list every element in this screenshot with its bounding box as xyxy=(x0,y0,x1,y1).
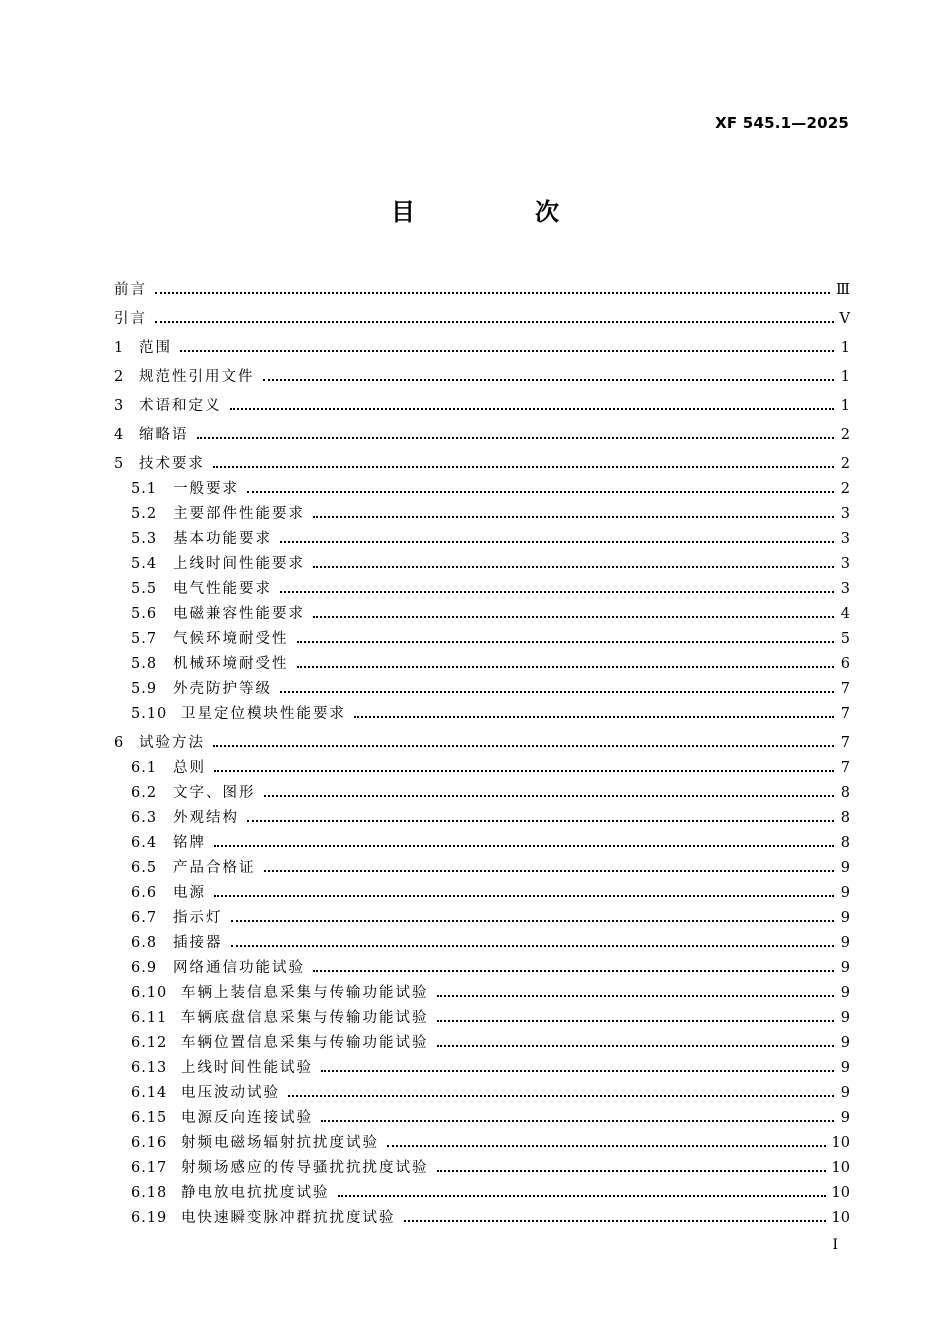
toc-dot-leader xyxy=(313,515,834,518)
toc-entry[interactable] xyxy=(114,775,850,800)
toc-entry[interactable] xyxy=(114,355,850,384)
toc-dot-leader xyxy=(321,1069,834,1072)
toc-entry-page: 9 xyxy=(840,884,850,901)
toc-entry-label: 插接器 xyxy=(173,934,223,951)
toc-entry-number: 6.6 xyxy=(131,884,158,901)
toc-entry-label: 外壳防护等级 xyxy=(173,680,272,697)
toc-entry[interactable] xyxy=(114,1150,850,1175)
toc-dot-leader xyxy=(280,540,834,543)
toc-entry[interactable] xyxy=(114,950,850,975)
toc-dot-leader xyxy=(437,1044,835,1047)
toc-dot-leader xyxy=(313,565,834,568)
toc-entry-number: 5 xyxy=(114,455,124,472)
toc-entry[interactable] xyxy=(114,850,850,875)
toc-entry-number: 5.9 xyxy=(131,680,158,697)
toc-entry-label: 机械环境耐受性 xyxy=(173,655,289,672)
toc-entry-page: 9 xyxy=(840,1084,850,1101)
toc-entry-number: 6.4 xyxy=(131,834,158,851)
toc-entry-label: 电压波动试验 xyxy=(181,1084,280,1101)
toc-entry-page: Ⅴ xyxy=(839,310,850,327)
toc-entry[interactable] xyxy=(114,800,850,825)
toc-entry-number: 5.3 xyxy=(131,530,158,547)
toc-entry-number: 5.10 xyxy=(131,705,168,722)
toc-entry-label: 车辆位置信息采集与传输功能试验 xyxy=(181,1034,429,1051)
toc-dot-leader xyxy=(214,844,834,847)
toc-entry-number: 6.1 xyxy=(131,759,158,776)
toc-entry-page: 7 xyxy=(840,705,850,722)
toc-entry[interactable] xyxy=(114,750,850,775)
toc-entry[interactable] xyxy=(114,900,850,925)
toc-entry[interactable] xyxy=(114,825,850,850)
toc-entry-number: 5.1 xyxy=(131,480,158,497)
toc-entry-page: 8 xyxy=(840,809,850,826)
toc-entry-label: 射频场感应的传导骚扰抗扰度试验 xyxy=(181,1159,429,1176)
toc-dot-leader xyxy=(313,969,834,972)
toc-entry-page: 3 xyxy=(840,580,850,597)
toc-dot-leader xyxy=(280,690,834,693)
toc-entry-label: 铭牌 xyxy=(173,834,206,851)
toc-entry-number: 6.3 xyxy=(131,809,158,826)
toc-entry-page: 7 xyxy=(840,680,850,697)
toc-dot-leader xyxy=(214,894,834,897)
toc-entry-number: 6.17 xyxy=(131,1159,168,1176)
toc-dot-leader xyxy=(214,769,834,772)
toc-dot-leader xyxy=(247,490,834,493)
toc-dot-leader xyxy=(264,794,835,797)
toc-entry-page: 9 xyxy=(840,1009,850,1026)
toc-entry-label: 基本功能要求 xyxy=(173,530,272,547)
toc-entry[interactable] xyxy=(114,442,850,471)
toc-entry-page: 3 xyxy=(840,555,850,572)
toc-entry-label: 电快速瞬变脉冲群抗扰度试验 xyxy=(181,1209,396,1226)
toc-entry[interactable] xyxy=(114,1100,850,1125)
toc-entry[interactable] xyxy=(114,621,850,646)
toc-dot-leader xyxy=(387,1144,826,1147)
toc-entry-label: 缩略语 xyxy=(139,426,189,443)
toc-entry[interactable] xyxy=(114,471,850,496)
toc-entry-page: 4 xyxy=(840,605,850,622)
toc-entry-page: 9 xyxy=(840,984,850,1001)
toc-entry-number: 6.15 xyxy=(131,1109,168,1126)
toc-entry-number: 6.7 xyxy=(131,909,158,926)
toc-entry[interactable] xyxy=(114,496,850,521)
toc-entry-page: 9 xyxy=(840,1109,850,1126)
toc-entry-page: 10 xyxy=(831,1209,850,1226)
toc-entry-number: 5.4 xyxy=(131,555,158,572)
toc-entry-page: 10 xyxy=(831,1134,850,1151)
toc-entry-label: 电气性能要求 xyxy=(173,580,272,597)
toc-entry-label: 上线时间性能试验 xyxy=(181,1059,313,1076)
toc-entry-label: 一般要求 xyxy=(173,480,239,497)
toc-entry-page: 3 xyxy=(840,505,850,522)
toc-entry-number: 5.7 xyxy=(131,630,158,647)
toc-entry-page: 1 xyxy=(840,339,850,356)
toc-entry-label: 车辆上装信息采集与传输功能试验 xyxy=(181,984,429,1001)
toc-dot-leader xyxy=(297,665,835,668)
toc-dot-leader xyxy=(288,1094,834,1097)
toc-entry[interactable] xyxy=(114,646,850,671)
toc-dot-leader xyxy=(155,291,830,294)
toc-entry[interactable] xyxy=(114,671,850,696)
toc-entry-page: 5 xyxy=(840,630,850,647)
toc-entry-label: 总则 xyxy=(173,759,206,776)
toc-entry[interactable] xyxy=(114,384,850,413)
toc-entry-label: 前言 xyxy=(114,281,147,298)
toc-entry-label: 术语和定义 xyxy=(139,397,222,414)
toc-dot-leader xyxy=(437,1169,826,1172)
toc-entry-page: 9 xyxy=(840,909,850,926)
toc-entry[interactable] xyxy=(114,925,850,950)
toc-entry-number: 6.10 xyxy=(131,984,168,1001)
toc-entry[interactable] xyxy=(114,326,850,355)
toc-entry-page: 9 xyxy=(840,1034,850,1051)
toc-entry-page: 9 xyxy=(840,859,850,876)
toc-entry-number: 6.13 xyxy=(131,1059,168,1076)
toc-entry-number: 6.19 xyxy=(131,1209,168,1226)
toc-entry[interactable] xyxy=(114,571,850,596)
document-code: XF 545.1—2025 xyxy=(715,114,849,132)
toc-dot-leader xyxy=(231,919,835,922)
toc-entry-page: Ⅲ xyxy=(836,281,850,298)
toc-entry-number: 6.8 xyxy=(131,934,158,951)
toc-title: 目 次 xyxy=(391,198,607,226)
toc-entry[interactable] xyxy=(114,1075,850,1100)
toc-entry-label: 车辆底盘信息采集与传输功能试验 xyxy=(181,1009,429,1026)
toc-dot-leader xyxy=(230,407,835,410)
toc-entry-label: 电源 xyxy=(173,884,206,901)
toc-entry[interactable] xyxy=(114,975,850,1000)
toc-entry[interactable] xyxy=(114,1200,850,1225)
toc-entry-label: 主要部件性能要求 xyxy=(173,505,305,522)
toc-dot-leader xyxy=(354,715,834,718)
toc-entry[interactable] xyxy=(114,1000,850,1025)
toc-entry[interactable] xyxy=(114,696,850,721)
toc-entry-label: 技术要求 xyxy=(139,455,205,472)
toc-entry-label: 范围 xyxy=(139,339,172,356)
toc-dot-leader xyxy=(338,1194,826,1197)
toc-entry-page: 9 xyxy=(840,959,850,976)
toc-dot-leader xyxy=(263,378,835,381)
toc-entry[interactable] xyxy=(114,1175,850,1200)
toc-entry-label: 指示灯 xyxy=(173,909,223,926)
toc-entry-number: 6.12 xyxy=(131,1034,168,1051)
toc-entry-number: 5.5 xyxy=(131,580,158,597)
toc-entry[interactable] xyxy=(114,413,850,442)
toc-entry-page: 7 xyxy=(840,759,850,776)
toc-entry[interactable] xyxy=(114,875,850,900)
toc-entry-label: 网络通信功能试验 xyxy=(173,959,305,976)
toc-entry-page: 9 xyxy=(840,934,850,951)
toc-entry-number: 5.8 xyxy=(131,655,158,672)
toc-dot-leader xyxy=(155,320,834,323)
toc-entry-label: 气候环境耐受性 xyxy=(173,630,289,647)
toc-dot-leader xyxy=(213,465,834,468)
toc-entry-page: 9 xyxy=(840,1059,850,1076)
toc-dot-leader xyxy=(197,436,835,439)
toc-entry[interactable] xyxy=(114,297,850,326)
toc-entry-page: 8 xyxy=(840,834,850,851)
toc-entry[interactable] xyxy=(114,596,850,621)
toc-entry-page: 10 xyxy=(831,1184,850,1201)
toc-entry-page: 2 xyxy=(840,426,850,443)
toc-dot-leader xyxy=(213,744,834,747)
toc-entry-page: 1 xyxy=(840,397,850,414)
toc-dot-leader xyxy=(313,615,834,618)
toc-entry-number: 3 xyxy=(114,397,124,414)
toc-entry[interactable] xyxy=(114,721,850,750)
toc-entry-number: 6.18 xyxy=(131,1184,168,1201)
toc-entry-page: 8 xyxy=(840,784,850,801)
toc-entry-label: 外观结构 xyxy=(173,809,239,826)
toc-entry-label: 引言 xyxy=(114,310,147,327)
toc-entry-label: 射频电磁场辐射抗扰度试验 xyxy=(181,1134,379,1151)
toc-entry-label: 规范性引用文件 xyxy=(139,368,255,385)
toc-entry[interactable] xyxy=(114,1125,850,1150)
toc-entry-page: 3 xyxy=(840,530,850,547)
toc-entry-number: 6.14 xyxy=(131,1084,168,1101)
toc-entry[interactable] xyxy=(114,546,850,571)
toc-dot-leader xyxy=(280,590,834,593)
toc-entry-label: 静电放电抗扰度试验 xyxy=(181,1184,330,1201)
toc-entry-page: 1 xyxy=(840,368,850,385)
toc-entry-number: 4 xyxy=(114,426,124,443)
toc-entry-page: 6 xyxy=(840,655,850,672)
toc-dot-leader xyxy=(264,869,835,872)
toc-entry-number: 1 xyxy=(114,339,124,356)
toc-entry-label: 电源反向连接试验 xyxy=(181,1109,313,1126)
toc-entry-number: 6.2 xyxy=(131,784,158,801)
toc-dot-leader xyxy=(321,1119,834,1122)
toc-dot-leader xyxy=(231,944,835,947)
toc-dot-leader xyxy=(404,1219,826,1222)
toc-entry-label: 电磁兼容性能要求 xyxy=(173,605,305,622)
toc-entry-page: 10 xyxy=(831,1159,850,1176)
toc-dot-leader xyxy=(437,1019,835,1022)
toc-entry-page: 7 xyxy=(840,734,850,751)
toc-entry-number: 6.5 xyxy=(131,859,158,876)
toc-entry[interactable] xyxy=(114,268,850,297)
toc-entry-label: 上线时间性能要求 xyxy=(173,555,305,572)
toc-entry-page: 2 xyxy=(840,455,850,472)
toc-entry-number: 2 xyxy=(114,368,124,385)
toc-entry-number: 6 xyxy=(114,734,124,751)
toc-entry[interactable] xyxy=(114,1025,850,1050)
toc-entry-number: 6.9 xyxy=(131,959,158,976)
toc-entry-number: 6.16 xyxy=(131,1134,168,1151)
toc-dot-leader xyxy=(437,994,835,997)
page-number: I xyxy=(832,1237,838,1253)
toc-entry[interactable] xyxy=(114,1050,850,1075)
toc-entry-label: 文字、图形 xyxy=(173,784,256,801)
toc-entry-number: 6.11 xyxy=(131,1009,168,1026)
toc-entry[interactable] xyxy=(114,521,850,546)
toc-dot-leader xyxy=(247,819,834,822)
toc-entry-label: 试验方法 xyxy=(139,734,205,751)
toc-dot-leader xyxy=(297,640,835,643)
toc-dot-leader xyxy=(180,349,834,352)
table-of-contents xyxy=(114,268,850,1225)
toc-entry-number: 5.6 xyxy=(131,605,158,622)
toc-entry-label: 卫星定位模块性能要求 xyxy=(181,705,346,722)
toc-entry-page: 2 xyxy=(840,480,850,497)
toc-entry-label: 产品合格证 xyxy=(173,859,256,876)
toc-entry-number: 5.2 xyxy=(131,505,158,522)
